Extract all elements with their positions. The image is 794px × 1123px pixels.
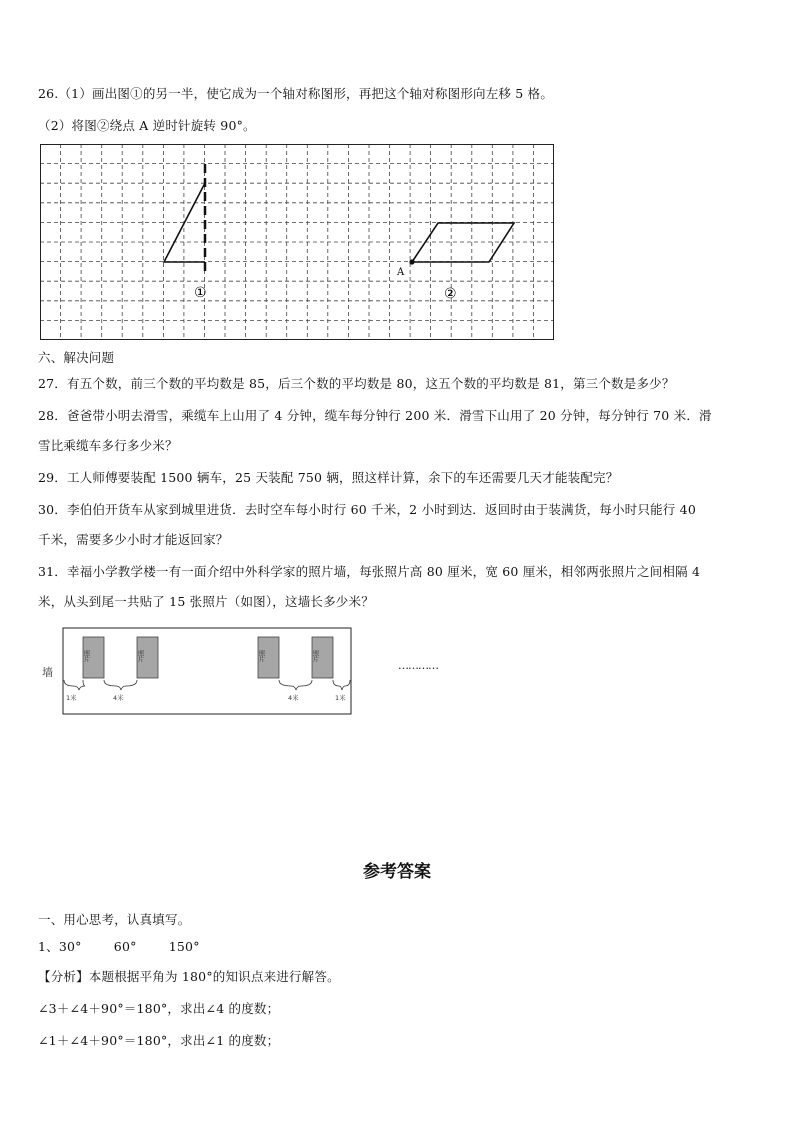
figure-1-half-triangle xyxy=(164,183,205,262)
answer-step-2: ∠1＋∠4＋90°＝180°，求出∠1 的度数； xyxy=(38,1033,280,1048)
question-30-line2: 千米，需要多少小时才能返回家？ xyxy=(38,532,229,547)
photo xyxy=(258,637,280,678)
answer-1-value-1: 1、30° xyxy=(38,939,82,954)
question-28-line2: 雪比乘缆车多行多少米？ xyxy=(38,438,178,453)
svg-text:照片: 照片 xyxy=(257,650,265,662)
point-a-label: A xyxy=(397,267,405,278)
answer-1 xyxy=(38,937,200,955)
answer-1-value-2: 60° xyxy=(113,939,137,954)
grid-figure xyxy=(40,144,554,340)
grid-lines xyxy=(40,144,554,340)
section-6-heading: 六、解决问题 xyxy=(38,350,115,365)
question-31-line2: 米，从头到尾一共贴了 15 张照片（如图），这墙长多少米？ xyxy=(38,594,374,609)
photo xyxy=(83,637,105,678)
figure-2-label: ② xyxy=(444,286,457,302)
wall-diagram xyxy=(40,626,360,716)
dimension-4m: 4米 xyxy=(113,694,124,702)
dimension-1m: 1米 xyxy=(335,694,346,702)
question-29: 29．工人师傅要装配 1500 辆车，25 天装配 750 辆，照这样计算，余下的车还需要几天才能装配完？ xyxy=(38,470,619,485)
photo xyxy=(312,637,334,678)
question-28-line1: 28．爸爸带小明去滑雪，乘缆车上山用了 4 分钟，缆车每分钟行 200 米．滑雪下山用了 20 分钟，每分钟行 70 米．滑 xyxy=(38,408,712,423)
answer-step-1: ∠3＋∠4＋90°＝180°，求出∠4 的度数； xyxy=(38,1001,280,1016)
wall-label: 墙 xyxy=(42,666,53,679)
dimension-4m: 4米 xyxy=(288,694,299,702)
answer-1-value-3: 150° xyxy=(168,939,200,954)
ellipsis: ………… xyxy=(398,659,438,672)
wall-frame xyxy=(63,628,351,714)
dimension-1m: 1米 xyxy=(66,694,77,702)
point-a xyxy=(409,259,414,264)
svg-text:照片: 照片 xyxy=(311,650,319,662)
answers-title: 参考答案 xyxy=(363,862,431,882)
q26-line1: 26.（1）画出图①的另一半，使它成为一个轴对称图形，再把这个轴对称图形向左移 5 格。 xyxy=(38,86,554,101)
question-30-line1: 30．李伯伯开货车从家到城里进货．去时空车每小时行 60 千米，2 小时到达．返回时由于装满货，每小时只能行 40 xyxy=(38,502,696,517)
figure-2-parallelogram xyxy=(412,223,514,262)
svg-text:照片: 照片 xyxy=(136,650,144,662)
answer-analysis: 【分析】本题根据平角为 180°的知识点来进行解答。 xyxy=(38,969,340,984)
photo xyxy=(137,637,159,678)
question-27: 27．有五个数，前三个数的平均数是 85，后三个数的平均数是 80，这五个数的平均数是 81，第三个数是多少？ xyxy=(38,376,675,391)
dimension-braces xyxy=(64,680,350,690)
answers-section-1: 一、用心思考，认真填写。 xyxy=(38,912,191,927)
figure-1-label: ① xyxy=(194,285,207,301)
q26-line2: （2）将图②绕点 A 逆时针旋转 90°。 xyxy=(38,118,256,133)
question-31-line1: 31．幸福小学教学楼一有一面介绍中外科学家的照片墙，每张照片高 80 厘米，宽 60 厘米，相邻两张照片之间相隔 4 xyxy=(38,564,701,579)
svg-text:照片: 照片 xyxy=(82,650,90,662)
